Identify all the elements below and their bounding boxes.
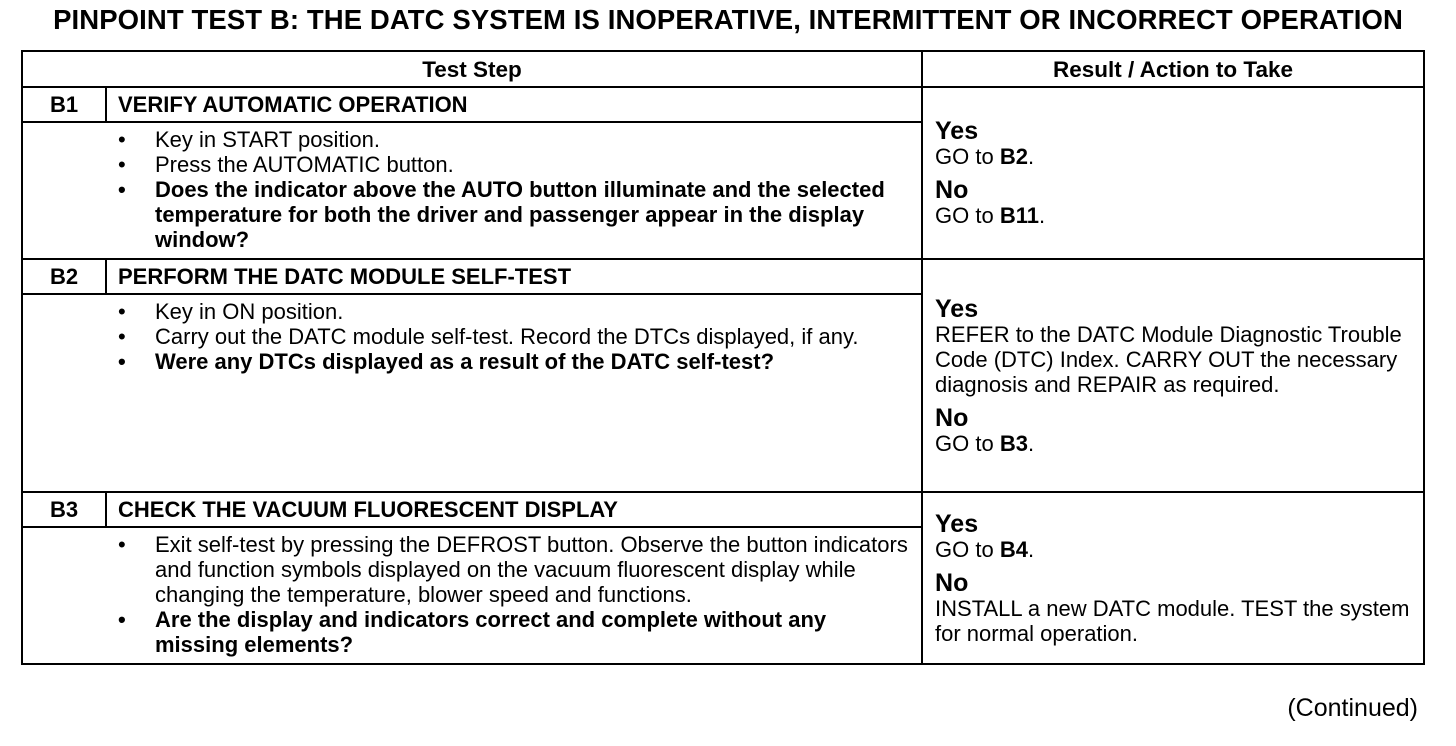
goto-target: B11 <box>999 203 1039 228</box>
table-header-row <box>22 51 1424 87</box>
result-no-text: GO to B3. <box>935 430 1035 456</box>
step-header-row <box>22 492 1424 527</box>
pinpoint-test-table <box>21 50 1425 665</box>
list-item: • Key in START position. <box>118 127 380 152</box>
step-id: B3 <box>22 492 106 527</box>
result-no-text: INSTALL a new DATC module. TEST the system for normal operation. <box>935 595 1410 646</box>
bullet-icon: • <box>118 299 126 324</box>
step-heading: PERFORM THE DATC MODULE SELF-TEST <box>106 259 922 294</box>
step-header-row <box>22 259 1424 294</box>
bullet-icon: • <box>118 349 126 374</box>
bullet-icon: • <box>118 177 126 202</box>
result-yes-label: Yes <box>935 294 979 323</box>
step-heading: VERIFY AUTOMATIC OPERATION <box>106 87 922 122</box>
result-yes-text: GO to B4. <box>935 536 1035 562</box>
bullet-icon: • <box>118 152 126 177</box>
list-item: • Key in ON position. <box>118 299 344 324</box>
step-id: B1 <box>22 87 106 122</box>
result-yes-text: REFER to the DATC Module Diagnostic Trouble Code (DTC) Index. CARRY OUT the necessary diagnosis and REPAIR as required. <box>935 321 1402 397</box>
step-result-cell <box>922 259 1424 492</box>
goto-target: B3 <box>999 430 1028 456</box>
continued-label: (Continued) <box>1287 694 1418 722</box>
bullet-icon: • <box>118 532 126 557</box>
step-header-row <box>22 87 1424 122</box>
column-header-result: Result / Action to Take <box>922 51 1424 87</box>
step-result-cell <box>922 492 1424 664</box>
list-item-question: • Does the indicator above the AUTO button illuminate and the selected temperature for both the driver and passenger appear in the display window? <box>118 177 885 252</box>
column-header-test-step: Test Step <box>22 51 922 87</box>
step-instructions <box>22 527 922 664</box>
step-id: B2 <box>22 259 106 294</box>
list-item-question: • Were any DTCs displayed as a result of the DATC self-test? <box>118 349 775 374</box>
result-yes-label: Yes <box>935 117 979 145</box>
bullet-icon: • <box>118 607 126 632</box>
result-no-text: GO to B11. <box>935 203 1046 228</box>
step-result-cell <box>922 87 1424 259</box>
list-item-question: • Are the display and indicators correct and complete without any missing elements? <box>118 607 827 657</box>
bullet-icon: • <box>118 324 126 349</box>
bullet-icon: • <box>118 127 126 152</box>
result-no-label: No <box>935 176 969 204</box>
result-no-label: No <box>935 403 969 432</box>
step-instructions <box>22 122 922 259</box>
goto-target: B2 <box>999 144 1028 169</box>
step-instructions <box>22 294 922 492</box>
result-no-label: No <box>935 568 969 597</box>
result-yes-label: Yes <box>935 509 979 538</box>
result-yes-text: GO to B2. <box>935 144 1035 169</box>
step-heading: CHECK THE VACUUM FLUORESCENT DISPLAY <box>106 492 922 527</box>
page-title: PINPOINT TEST B: THE DATC SYSTEM IS INOPERATIVE, INTERMITTENT OR INCORRECT OPERATION <box>53 4 1403 35</box>
list-item: • Press the AUTOMATIC button. <box>118 152 454 177</box>
list-item: • Carry out the DATC module self-test. Record the DTCs displayed, if any. <box>118 324 859 349</box>
list-item: • Exit self-test by pressing the DEFROST button. Observe the button indicators and function symbols displayed on the vacuum fluorescent display while changing the temperature, blower speed and functions. <box>118 532 908 607</box>
goto-target: B4 <box>999 536 1028 562</box>
